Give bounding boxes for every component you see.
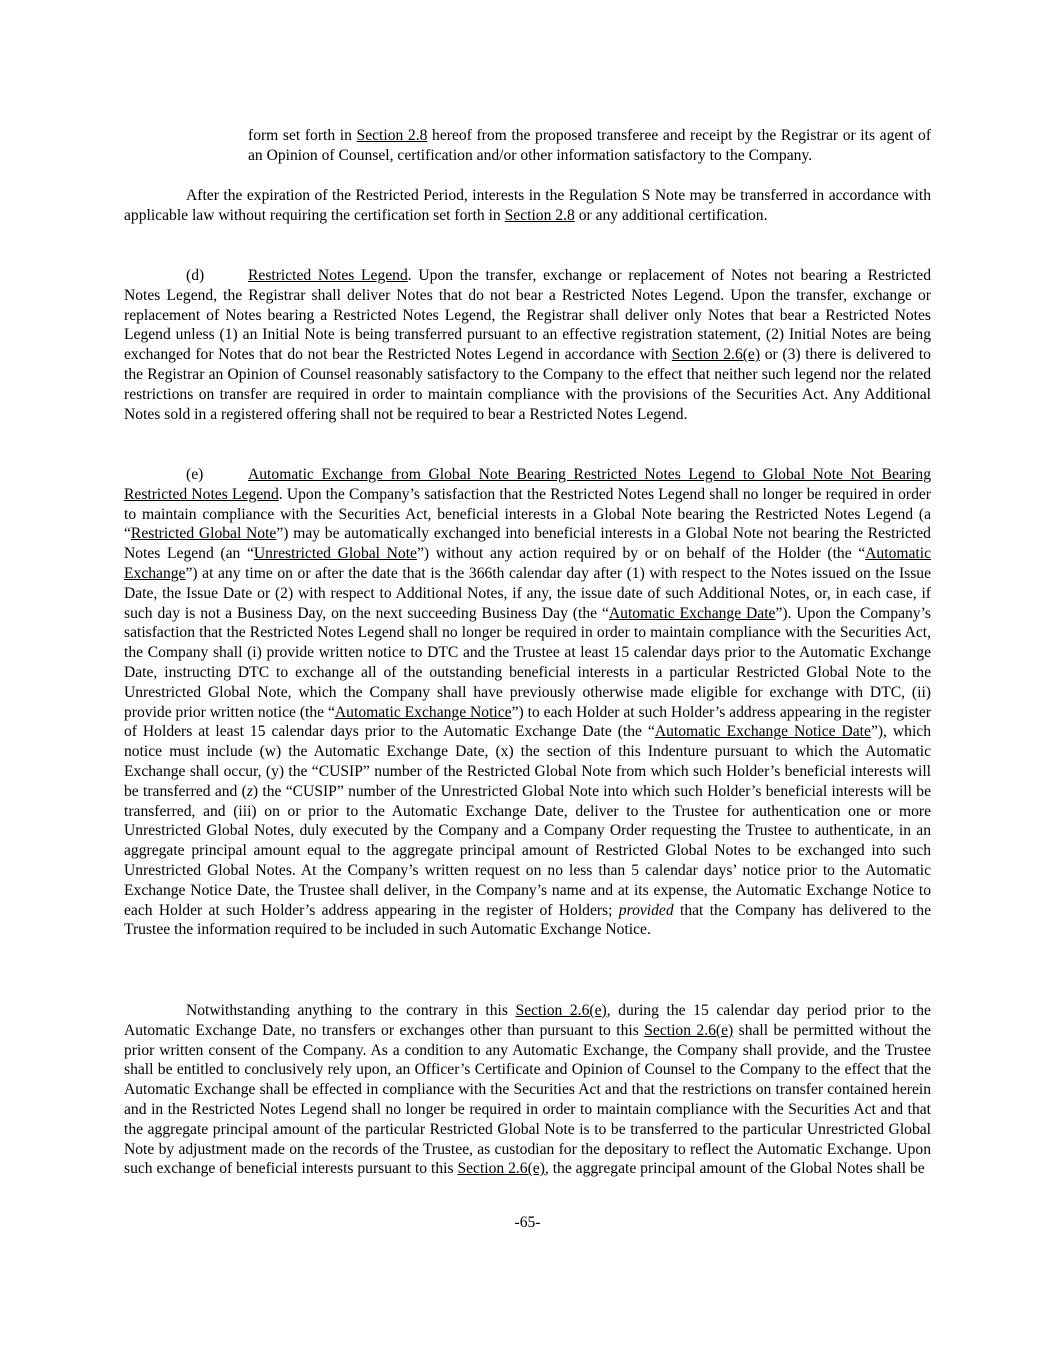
underlined-term: Restricted Notes Legend <box>248 267 408 284</box>
section-label-e: (e) <box>186 466 204 483</box>
paragraph-notwithstanding <box>124 1001 931 1179</box>
underlined-term: Automatic Exchange <box>124 545 931 582</box>
paragraph-body: Automatic Exchange from Global Note Bearing Restricted Notes Legend to Global Note Not Bearing Restricted Notes Legend. Upon the Company’s satisfaction that the Restricted Notes Legend shall no longer be required in order to maintain compliance with the Securities Act, beneficial interests in a Global Note bearing the Restricted Notes Legend (a “Restricted Global Note”) may be automatically exchanged into beneficial interests in a Global Note not bearing the Restricted Notes Legend (an “Unrestricted Global Note”) without any action required by or on behalf of the Holder (the “Automatic Exchange”) at any time on or after the date that is the 366th calendar day after (1) with respect to the Notes issued on the Issue Date, the Issue Date or (2) with respect to Additional Notes, if any, the issue date of such Additional Notes, or, in each case, if such day is not a Business Day, on the next succeeding Business Day (the “Automatic Exchange Date”). Upon the Company’s satisfaction that the Restricted Notes Legend shall no longer be required in order to maintain compliance with the Securities Act, the Company shall (i) provide written notice to DTC and the Trustee at least 15 calendar days prior to the Automatic Exchange Date, instructing DTC to exchange all of the outstanding beneficial interests in a particular Restricted Global Note to the Unrestricted Global Note, which the Company shall have previously otherwise made eligible for exchange with DTC, (ii) provide prior written notice (the “Automatic Exchange Notice”) to each Holder at such Holder’s address appearing in the register of Holders at least 15 calendar days prior to the Automatic Exchange Date (the “Automatic Exchange Notice Date”), which notice must include (w) the Automatic Exchange Date, (x) the section of this Indenture pursuant to which the Automatic Exchange shall occur, (y) the “CUSIP” number of the Restricted Global Note from which such Holder’s beneficial interests will be transferred and (z) the “CUSIP” number of the Unrestricted Global Note into which such Holder’s beneficial interests will be transferred, and (iii) on or prior to the Automatic Exchange Date, deliver to the Trustee for authentication one or more Unrestricted Global Notes, duly executed by the Company and a Company Order requesting the Trustee to authenticate, in an aggregate principal amount equal to the aggregate principal amount of Restricted Global Notes to be exchanged into such Unrestricted Global Notes. At the Company’s written request on no less than 5 calendar days’ notice prior to the Automatic Exchange Notice Date, the Trustee shall deliver, in the Company’s name and at its expense, the Automatic Exchange Notice to each Holder at such Holder’s address appearing in the register of Holders; provided that the Company has delivered to the Trustee the information required to be included in such Automatic Exchange Notice. <box>124 466 932 939</box>
underlined-term: Unrestricted Global Note <box>253 545 417 563</box>
underlined-term: Section 2.6(e) <box>515 1002 607 1019</box>
underlined-term: Section 2.8 <box>504 206 575 224</box>
underlined-term: Section 2.8 <box>356 127 428 144</box>
paragraph-body: After the expiration of the Restricted Period, interests in the Regulation S Note may be transferred in accordance with applicable law without requiring the certification set forth in Section 2.8 or any additional certification. <box>124 187 931 224</box>
italic-term: provided <box>618 901 674 919</box>
page-number: -65- <box>514 1214 541 1231</box>
underlined-term: Section 2.6(e) <box>644 1021 734 1039</box>
paragraph-body: form set forth in Section 2.8 hereof from the proposed transferee and receipt by the Registrar or its agent of an Opinion of Counsel, certification and/or other information satisfactory to the Company. <box>248 127 932 164</box>
section-d-restricted-notes-legend <box>124 266 931 424</box>
underlined-term: Section 2.6(e) <box>457 1160 545 1178</box>
section-label-d: (d) <box>186 267 205 284</box>
paragraph-body: Restricted Notes Legend. Upon the transfer, exchange or replacement of Notes not bearing a Restricted Notes Legend, the Registrar shall deliver Notes that do not bear a Restricted Notes Legend. Upon the transfer, exchange or replacement of Notes bearing a Restricted Notes Legend, the Registrar shall deliver only Notes that bear a Restricted Notes Legend unless (1) an Initial Note is being transferred pursuant to an effective registration statement, (2) Initial Notes are being exchanged for Notes that do not bear the Restricted Notes Legend in accordance with Section 2.6(e) or (3) there is delivered to the Registrar an Opinion of Counsel reasonably satisfactory to the Company to the effect that neither such legend nor the related restrictions on transfer are required in order to maintain compliance with the provisions of the Securities Act. Any Additional Notes sold in a registered offering shall not be required to bear a Restricted Notes Legend. <box>124 267 931 423</box>
underlined-term: Automatic Exchange Notice Date <box>654 723 871 741</box>
underlined-term: Restricted Global Note <box>130 525 277 543</box>
paragraph-transfer-form <box>248 126 931 166</box>
italic-term: z <box>246 782 253 800</box>
paragraph-regulation-s <box>124 186 931 226</box>
underlined-term: Automatic Exchange Date <box>608 604 776 622</box>
paragraph-body: Notwithstanding anything to the contrary in this Section 2.6(e), during the 15 calendar day period prior to the Automatic Exchange Date, no transfers or exchanges other than pursuant to this Section 2.6(e) shall be permitted without the prior written consent of the Company. As a condition to any Automatic Exchange, the Company shall provide, and the Trustee shall be entitled to conclusively rely upon, an Officer’s Certificate and Opinion of Counsel to the Company to the effect that the Automatic Exchange shall be effected in compliance with the Securities Act and that the restrictions on transfer contained herein and in the Restricted Notes Legend shall no longer be required in order to maintain compliance with the Securities Act and that the aggregate principal amount of the particular Restricted Global Note is to be transferred to the particular Unrestricted Global Note by adjustment made on the records of the Trustee, as custodian for the depositary to reflect the Automatic Exchange. Upon such exchange of beneficial interests pursuant to this Section 2.6(e), the aggregate principal amount of the Global Notes shall be <box>124 1002 931 1178</box>
underlined-term: Section 2.6(e) <box>671 346 761 364</box>
underlined-term: Automatic Exchange Notice <box>334 703 512 721</box>
section-e-automatic-exchange <box>124 465 931 940</box>
underlined-term: Automatic Exchange from Global Note Bearing Restricted Notes Legend to Global Note Not Bearing Restricted Notes Legend <box>124 466 931 503</box>
